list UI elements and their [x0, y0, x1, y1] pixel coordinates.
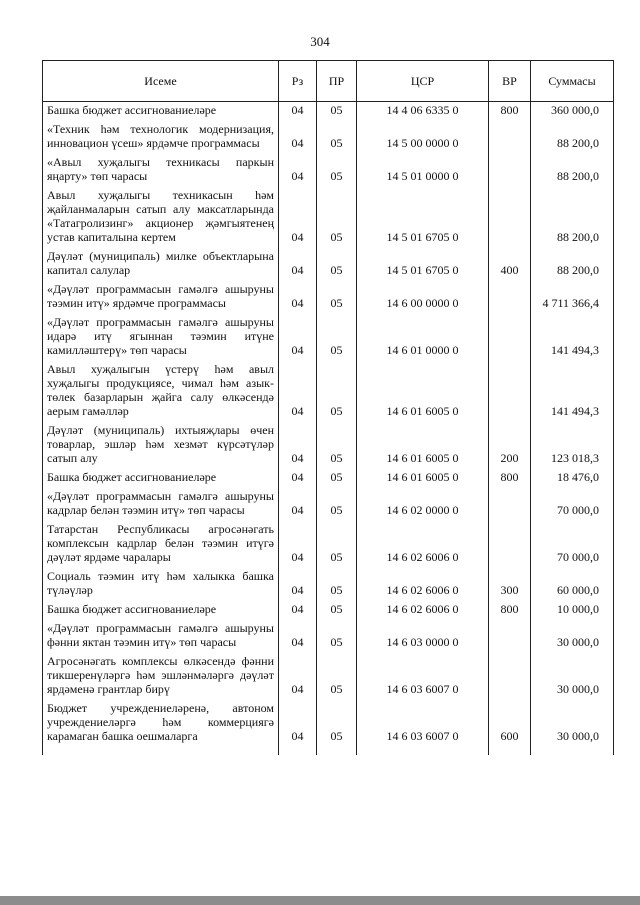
- row-sum: 30 000,0: [531, 653, 614, 700]
- table-row: [43, 521, 614, 568]
- row-sum: 18 476,0: [531, 469, 614, 488]
- row-name: Башка бюджет ассигнованиеләре: [43, 601, 279, 620]
- row-pr: 05: [317, 314, 357, 361]
- row-pr: 05: [317, 700, 357, 755]
- row-csr: 14 5 00 0000 0: [357, 121, 489, 154]
- row-rz: 04: [279, 422, 317, 469]
- row-rz: 04: [279, 653, 317, 700]
- row-rz: 04: [279, 620, 317, 653]
- row-sum: 141 494,3: [531, 361, 614, 422]
- row-csr: 14 6 02 6006 0: [357, 601, 489, 620]
- row-vr: [489, 154, 531, 187]
- row-csr: 14 5 01 0000 0: [357, 154, 489, 187]
- row-pr: 05: [317, 248, 357, 281]
- row-rz: 04: [279, 187, 317, 248]
- table-row: [43, 154, 614, 187]
- row-rz: 04: [279, 700, 317, 755]
- row-vr: 800: [489, 102, 531, 122]
- row-sum: 88 200,0: [531, 248, 614, 281]
- row-rz: 04: [279, 154, 317, 187]
- table-row: [43, 488, 614, 521]
- row-name: «Дәүләт программасын гамәлгә ашыруны фәнни яктан тәэмин итү» төп чарасы: [43, 620, 279, 653]
- row-vr: 200: [489, 422, 531, 469]
- row-vr: 800: [489, 601, 531, 620]
- row-name: Бюджет учреждениеләренә, автоном учреждениеләргә һәм коммерциягә карамаган башка оешмаларга: [43, 700, 279, 755]
- row-vr: [489, 314, 531, 361]
- row-csr: 14 6 01 6005 0: [357, 361, 489, 422]
- header-sum: Суммасы: [531, 61, 614, 102]
- row-pr: 05: [317, 187, 357, 248]
- row-sum: 141 494,3: [531, 314, 614, 361]
- table-row: [43, 187, 614, 248]
- header-vr: ВР: [489, 61, 531, 102]
- row-rz: 04: [279, 281, 317, 314]
- row-name: «Дәүләт программасын гамәлгә ашыруны тәэмин итү» ярдәмче программасы: [43, 281, 279, 314]
- row-name: Авыл хуҗалыгы техникасын һәм җайланмаларын сатып алу максатларында «Татагролизинг» акционер җәмгыятенең устав капиталына кертем: [43, 187, 279, 248]
- row-rz: 04: [279, 488, 317, 521]
- row-name: «Дәүләт программасын гамәлгә ашыруны идарә итү ягыннан тәэмин итүне камилләштерү» төп чарасы: [43, 314, 279, 361]
- row-csr: 14 6 02 6006 0: [357, 521, 489, 568]
- row-vr: 400: [489, 248, 531, 281]
- table-row: [43, 601, 614, 620]
- row-rz: 04: [279, 121, 317, 154]
- page-number: 304: [310, 34, 330, 49]
- scan-bottom-edge: [0, 896, 640, 905]
- row-csr: 14 4 06 6335 0: [357, 102, 489, 122]
- table-row: [43, 469, 614, 488]
- row-name: Агросәнәгать комплексы өлкәсендә фәнни тикшеренүләргә һәм эшләнмәләргә дәүләт ярдәменә грантлар бирү: [43, 653, 279, 700]
- table-row: [43, 568, 614, 601]
- row-rz: 04: [279, 314, 317, 361]
- table-row: [43, 121, 614, 154]
- row-rz: 04: [279, 568, 317, 601]
- table-header-row: [43, 61, 614, 102]
- row-rz: 04: [279, 248, 317, 281]
- row-pr: 05: [317, 154, 357, 187]
- row-sum: 4 711 366,4: [531, 281, 614, 314]
- row-pr: 05: [317, 281, 357, 314]
- row-name: Татарстан Республикасы агросәнәгать комплексын кадрлар белән тәэмин итүгә дәүләт ярдәме чаралары: [43, 521, 279, 568]
- row-sum: 88 200,0: [531, 187, 614, 248]
- row-rz: 04: [279, 469, 317, 488]
- row-pr: 05: [317, 488, 357, 521]
- row-csr: 14 6 02 6006 0: [357, 568, 489, 601]
- row-vr: [489, 653, 531, 700]
- row-vr: [489, 361, 531, 422]
- row-sum: 70 000,0: [531, 521, 614, 568]
- table-row: [43, 314, 614, 361]
- row-vr: [489, 521, 531, 568]
- budget-table: [42, 60, 614, 755]
- header-name: Исеме: [43, 61, 279, 102]
- row-pr: 05: [317, 422, 357, 469]
- row-rz: 04: [279, 601, 317, 620]
- row-rz: 04: [279, 102, 317, 122]
- row-pr: 05: [317, 521, 357, 568]
- table-row: [43, 653, 614, 700]
- row-csr: 14 5 01 6705 0: [357, 248, 489, 281]
- row-csr: 14 6 01 6005 0: [357, 422, 489, 469]
- row-name: «Дәүләт программасын гамәлгә ашыруны кадрлар белән тәэмин итү» төп чарасы: [43, 488, 279, 521]
- row-sum: 30 000,0: [531, 700, 614, 755]
- row-vr: [489, 187, 531, 248]
- row-vr: [489, 620, 531, 653]
- table-row: [43, 361, 614, 422]
- row-csr: 14 6 00 0000 0: [357, 281, 489, 314]
- row-vr: [489, 488, 531, 521]
- table-row: [43, 248, 614, 281]
- row-vr: [489, 121, 531, 154]
- table-row: [43, 620, 614, 653]
- row-csr: 14 6 03 6007 0: [357, 700, 489, 755]
- header-rz: Рз: [279, 61, 317, 102]
- row-csr: 14 6 01 0000 0: [357, 314, 489, 361]
- row-rz: 04: [279, 521, 317, 568]
- row-vr: 800: [489, 469, 531, 488]
- row-name: Дәүләт (муниципаль) ихтыяҗлары өчен товарлар, эшләр һәм хезмәт күрсәтүләр сатып алу: [43, 422, 279, 469]
- row-csr: 14 6 03 6007 0: [357, 653, 489, 700]
- row-name: Авыл хуҗалыгын үстерү һәм авыл хуҗалыгы продукциясе, чимал һәм азык-төлек базарларын җайга салу өлкәсендә аерым гамәлләр: [43, 361, 279, 422]
- row-vr: [489, 281, 531, 314]
- row-pr: 05: [317, 121, 357, 154]
- row-name: «Авыл хуҗалыгы техникасы паркын яңарту» төп чарасы: [43, 154, 279, 187]
- row-csr: 14 6 01 6005 0: [357, 469, 489, 488]
- header-pr: ПР: [317, 61, 357, 102]
- row-pr: 05: [317, 568, 357, 601]
- row-sum: 10 000,0: [531, 601, 614, 620]
- row-vr: 600: [489, 700, 531, 755]
- row-pr: 05: [317, 620, 357, 653]
- row-rz: 04: [279, 361, 317, 422]
- row-name: Башка бюджет ассигнованиеләре: [43, 102, 279, 122]
- header-csr: ЦСР: [357, 61, 489, 102]
- table-row: [43, 281, 614, 314]
- table-body: [43, 102, 614, 756]
- row-csr: 14 6 02 0000 0: [357, 488, 489, 521]
- row-sum: 123 018,3: [531, 422, 614, 469]
- row-sum: 30 000,0: [531, 620, 614, 653]
- row-sum: 70 000,0: [531, 488, 614, 521]
- row-sum: 360 000,0: [531, 102, 614, 122]
- row-sum: 60 000,0: [531, 568, 614, 601]
- row-sum: 88 200,0: [531, 154, 614, 187]
- row-name: Социаль тәэмин итү һәм халыкка башка түләүләр: [43, 568, 279, 601]
- row-name: «Техник һәм технологик модернизация, инновацион үсеш» ярдәмче программасы: [43, 121, 279, 154]
- table-row: [43, 102, 614, 122]
- row-csr: 14 5 01 6705 0: [357, 187, 489, 248]
- row-csr: 14 6 03 0000 0: [357, 620, 489, 653]
- row-vr: 300: [489, 568, 531, 601]
- row-pr: 05: [317, 469, 357, 488]
- row-pr: 05: [317, 653, 357, 700]
- row-pr: 05: [317, 601, 357, 620]
- row-sum: 88 200,0: [531, 121, 614, 154]
- row-name: Башка бюджет ассигнованиеләре: [43, 469, 279, 488]
- row-name: Дәүләт (муниципаль) милке объектларына капитал салулар: [43, 248, 279, 281]
- row-pr: 05: [317, 102, 357, 122]
- row-pr: 05: [317, 361, 357, 422]
- table-row: [43, 422, 614, 469]
- table-row: [43, 700, 614, 755]
